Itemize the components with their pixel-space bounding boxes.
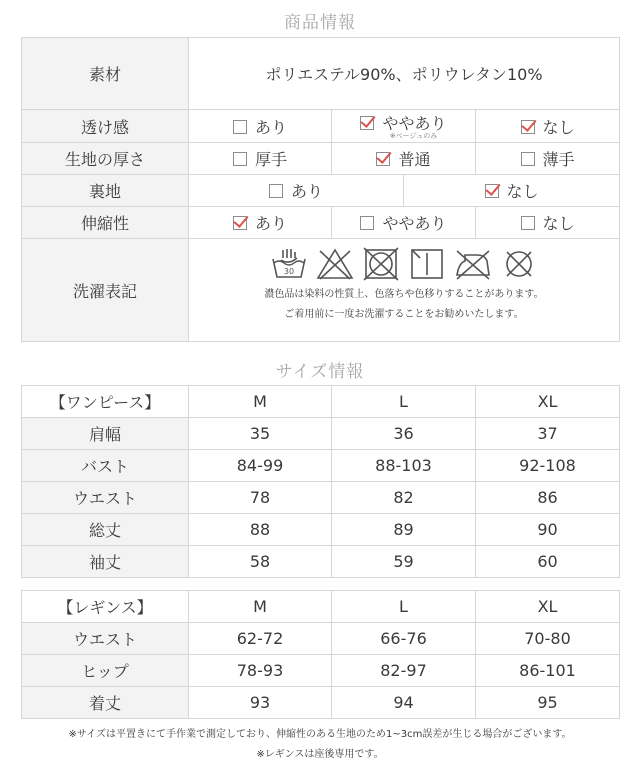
checkbox-checked-icon xyxy=(360,116,374,130)
row-label: ヒップ xyxy=(22,655,189,687)
no-bleach-icon xyxy=(315,247,355,281)
checkbox-icon xyxy=(233,120,247,134)
no-tumble-dry-icon xyxy=(361,247,401,281)
row-label: 袖丈 xyxy=(22,546,189,578)
size-info-title: サイズ情報 xyxy=(275,362,365,382)
size-xl-header: XL xyxy=(476,386,620,418)
size-l-header: L xyxy=(332,591,476,623)
sheer-label: 透け感 xyxy=(22,110,189,143)
no-iron-icon xyxy=(453,247,493,281)
stretch-option-2: ややあり xyxy=(332,207,476,239)
cell: 70-80 xyxy=(476,623,620,655)
beige-only-note: ※ベージュのみ xyxy=(389,132,438,140)
size-l-header: L xyxy=(332,386,476,418)
leggings-size-table xyxy=(21,590,620,719)
svg-text:30: 30 xyxy=(283,267,295,276)
size-xl-header: XL xyxy=(476,591,620,623)
cell: 90 xyxy=(476,514,620,546)
lining-label: 裏地 xyxy=(22,175,189,207)
stretch-row xyxy=(22,207,620,239)
lining-option-1: あり xyxy=(189,175,404,207)
cell: 94 xyxy=(332,687,476,719)
cell: 82-97 xyxy=(332,655,476,687)
checkbox-icon xyxy=(233,152,247,166)
care-row xyxy=(22,239,620,342)
row-label: 総丈 xyxy=(22,514,189,546)
leggings-footnote: ※レギンスは座後専用です。 xyxy=(256,749,384,760)
lining-row xyxy=(22,175,620,207)
dress-size-table xyxy=(21,385,620,578)
thickness-option-1: 厚手 xyxy=(189,143,332,175)
cell: 92-108 xyxy=(476,450,620,482)
checkbox-checked-icon xyxy=(485,184,499,198)
checkbox-icon xyxy=(269,184,283,198)
product-info-table xyxy=(21,37,620,342)
row-label: バスト xyxy=(22,450,189,482)
leggings-header-row xyxy=(22,591,620,623)
thickness-label: 生地の厚さ xyxy=(22,143,189,175)
thickness-option-3: 薄手 xyxy=(476,143,620,175)
table-row xyxy=(22,623,620,655)
material-label: 素材 xyxy=(22,38,189,110)
cell: 59 xyxy=(332,546,476,578)
checkbox-icon xyxy=(521,152,535,166)
table-row xyxy=(22,655,620,687)
cell: 95 xyxy=(476,687,620,719)
table-row xyxy=(22,418,620,450)
leggings-header-label: 【レギンス】 xyxy=(22,591,189,623)
care-cell xyxy=(189,239,620,342)
cell: 88-103 xyxy=(332,450,476,482)
cell: 82 xyxy=(332,482,476,514)
sheer-row xyxy=(22,110,620,143)
material-value: ポリエステル90%、ポリウレタン10% xyxy=(189,38,620,110)
table-row xyxy=(22,514,620,546)
table-row xyxy=(22,450,620,482)
cell: 58 xyxy=(189,546,332,578)
dress-header-label: 【ワンピース】 xyxy=(22,386,189,418)
row-label: ウエスト xyxy=(22,623,189,655)
care-icons xyxy=(189,247,619,281)
sheer-option-2: ややあり ※ベージュのみ xyxy=(332,110,476,143)
lining-option-2: なし xyxy=(404,175,620,207)
stretch-option-1: あり xyxy=(189,207,332,239)
care-note-1: 濃色品は染料の性質上、色落ちや色移りすることがあります。 xyxy=(264,289,544,300)
table-row xyxy=(22,687,620,719)
hand-wash-30-icon xyxy=(269,247,309,281)
cell: 36 xyxy=(332,418,476,450)
row-label: ウエスト xyxy=(22,482,189,514)
cell: 86 xyxy=(476,482,620,514)
cell: 88 xyxy=(189,514,332,546)
cell: 60 xyxy=(476,546,620,578)
cell: 78-93 xyxy=(189,655,332,687)
sheer-option-3: なし xyxy=(476,110,620,143)
row-label: 着丈 xyxy=(22,687,189,719)
line-dry-shade-icon xyxy=(407,247,447,281)
checkbox-checked-icon xyxy=(233,216,247,230)
cell: 84-99 xyxy=(189,450,332,482)
cell: 89 xyxy=(332,514,476,546)
checkbox-checked-icon xyxy=(521,120,535,134)
cell: 66-76 xyxy=(332,623,476,655)
care-label: 洗濯表記 xyxy=(22,239,189,342)
checkbox-checked-icon xyxy=(376,152,390,166)
stretch-option-3: なし xyxy=(476,207,620,239)
cell: 37 xyxy=(476,418,620,450)
thickness-row xyxy=(22,143,620,175)
care-note-2: ご着用前に一度お洗濯することをお勧めいたします。 xyxy=(284,309,524,320)
cell: 78 xyxy=(189,482,332,514)
stretch-label: 伸縮性 xyxy=(22,207,189,239)
measurement-footnote: ※サイズは平置きにて手作業で測定しており、伸縮性のある生地のため1~3cm誤差が生じる場合がございます。 xyxy=(68,729,572,740)
dress-header-row xyxy=(22,386,620,418)
checkbox-icon xyxy=(360,216,374,230)
product-info-title: 商品情報 xyxy=(284,13,356,33)
cell: 35 xyxy=(189,418,332,450)
size-m-header: M xyxy=(189,386,332,418)
cell: 62-72 xyxy=(189,623,332,655)
cell: 86-101 xyxy=(476,655,620,687)
size-m-header: M xyxy=(189,591,332,623)
table-row xyxy=(22,546,620,578)
row-label: 肩幅 xyxy=(22,418,189,450)
table-row xyxy=(22,482,620,514)
sheer-option-1: あり xyxy=(189,110,332,143)
no-dry-clean-icon xyxy=(499,247,539,281)
cell: 93 xyxy=(189,687,332,719)
checkbox-icon xyxy=(521,216,535,230)
thickness-option-2: 普通 xyxy=(332,143,476,175)
material-row xyxy=(22,38,620,110)
